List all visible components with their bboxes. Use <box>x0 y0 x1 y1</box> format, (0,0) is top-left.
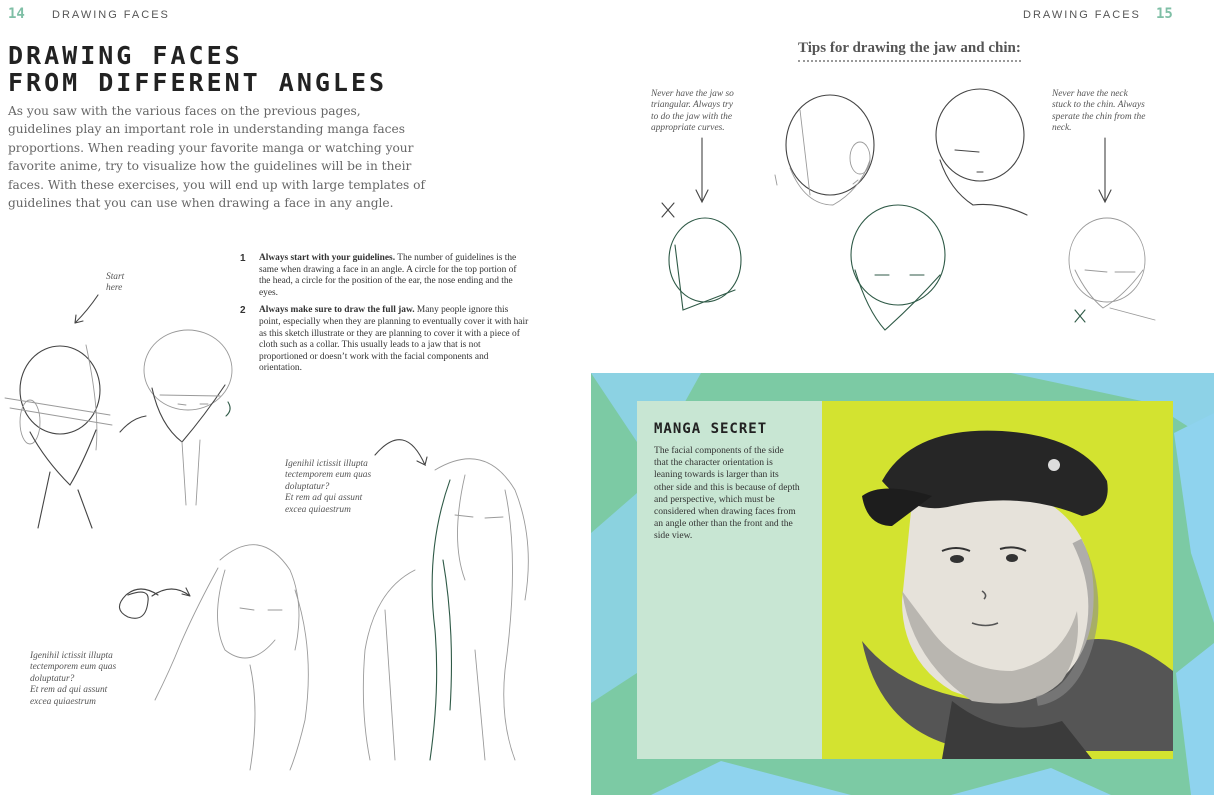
tip-left-note: Never have the jaw so triangular. Always try to do the jaw with the appropriate curves. <box>651 89 734 134</box>
start-here-note: Start here <box>106 272 125 294</box>
running-head-left: DRAWING FACES <box>52 9 170 21</box>
caption-a: Igenihil ictissit illupta tectemporem eum quas doluptatur? Et rem ad qui assunt excea quiaestrum <box>285 459 372 515</box>
step-heading: Always make sure to draw the full jaw. <box>259 305 415 316</box>
jaw-chin-tips-illustration <box>655 80 1175 360</box>
manga-secret-body: The facial components of the side that the character orientation is leaning towards is larger than its other side and this is because of depth and perspective, which must be considered when drawing faces from an angle other than the front and the side view. <box>654 445 800 542</box>
guideline-sketch-illustration <box>0 290 240 530</box>
intro-paragraph: As you saw with the various faces on the previous pages, guidelines play an important role in understanding manga faces proportions. When reading your favorite manga or watching your favorite anime, try to visualize how the guidelines will be in their faces. With these exercises, you will end up with large templates of guidelines that you can use when drawing a face in any angle. <box>8 104 426 211</box>
page-number-right: 15 <box>1156 6 1173 22</box>
caption-b: Igenihil ictissit illupta tectemporem eum quas doluptatur? Et rem ad qui assunt excea quiaestrum <box>30 651 117 707</box>
step-number: 2 <box>240 305 246 317</box>
step-number: 1 <box>240 253 246 264</box>
step-1 <box>240 253 530 299</box>
page-title <box>8 42 387 96</box>
step-heading: Always start with your guidelines. <box>259 253 396 263</box>
tips-title: Tips for drawing the jaw and chin: <box>798 40 1021 62</box>
step-text: The number of guidelines is the same when drawing a face in an angle. A circle for the top portion of the head, a circle for the position of the ear, the nose ending and the eyes. <box>259 253 517 298</box>
long-hair-girl-illustration <box>355 430 545 770</box>
step-2 <box>240 305 530 375</box>
manga-character-art <box>822 401 1173 759</box>
running-head-right: DRAWING FACES <box>1023 9 1141 21</box>
steps-list <box>240 253 530 381</box>
page-title-line2: FROM DIFFERENT ANGLES <box>8 68 388 97</box>
manga-secret-heading: MANGA SECRET <box>654 421 768 437</box>
step-text: Many people ignore this point, especially when they are planning to eventually cover it with hair as this sketch illustrate or they are planning to cover it with a piece of cloth such as a collar. This usually leads to a jaw that is not proportioned or doesn’t work with the facial components and orientation. <box>259 305 529 374</box>
page-title-line1: DRAWING FACES <box>8 41 243 70</box>
girl-sketch-illustration <box>100 530 360 770</box>
page-number-left: 14 <box>8 6 25 22</box>
tip-right-note: Never have the neck stuck to the chin. Always sperate the chin from the neck. <box>1052 89 1146 134</box>
manga-character-illustration <box>822 401 1173 759</box>
